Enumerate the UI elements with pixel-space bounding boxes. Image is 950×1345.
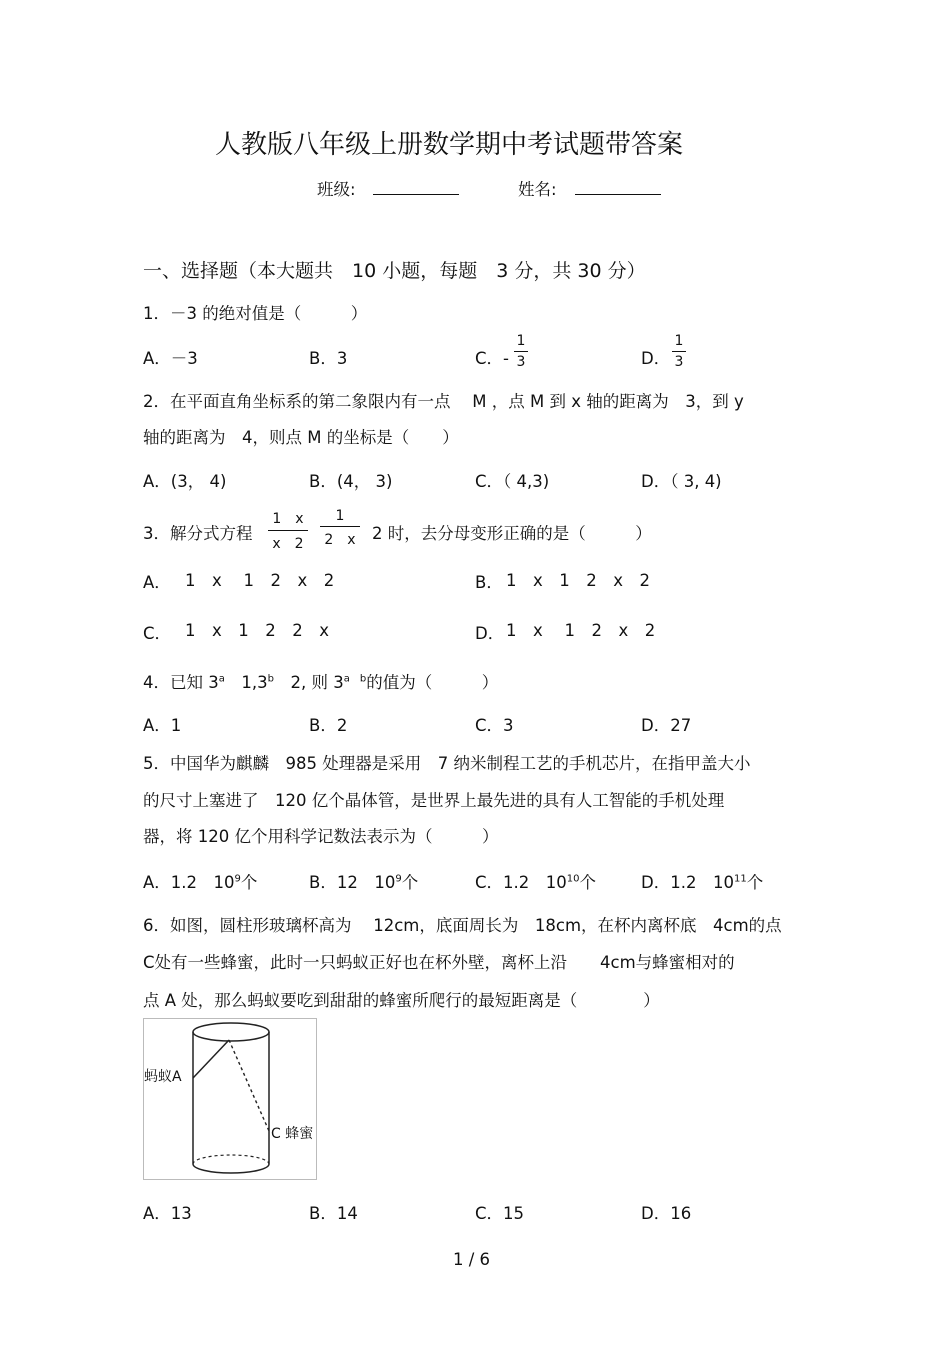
name-label: 姓名:	[518, 180, 557, 199]
q4-stem-b: 1,3	[224, 673, 268, 692]
q3-option-c: 1 x 1 2 2 x	[185, 621, 330, 640]
q3-option-a: 1 x 1 2 x 2	[185, 571, 335, 590]
name-blank[interactable]	[575, 176, 661, 195]
q4-stem-a: 4．已知 3	[143, 673, 219, 692]
q1-d-numerator: 1	[674, 333, 684, 349]
q6-option-b: B．14	[309, 1204, 358, 1223]
q5-d-exp: 11	[733, 873, 747, 885]
cylinder-figure	[143, 1018, 318, 1181]
q3-option-b-label: B．	[475, 573, 503, 592]
q6-option-c: C．15	[475, 1204, 525, 1223]
q2-option-d: D．（ 3, 4)	[641, 472, 722, 491]
q5-a-base: A．1.2 10	[143, 873, 235, 892]
q4-option-c: C．3	[475, 716, 514, 735]
q5-d-base: D．1.2 10	[641, 873, 734, 892]
q2-line-2: 轴的距离为 4，则点 M 的坐标是（ ）	[143, 428, 459, 447]
q3-f2-denominator: 2 x	[324, 532, 356, 548]
q1-option-c: C．-	[475, 349, 509, 368]
q1-option-d-fraction	[672, 333, 686, 370]
q4-stem	[143, 669, 498, 693]
q3-option-b: 1 x 1 2 x 2	[506, 571, 651, 590]
q5-c-base: C．1.2 10	[475, 873, 567, 892]
q5-line-1: 5．中国华为麒麟 985 处理器是采用 7 纳米制程工艺的手机芯片，在指甲盖大小	[143, 754, 751, 773]
q1-option-c-fraction	[514, 333, 528, 370]
q5-c-unit: 个	[579, 873, 596, 892]
page-title: 人教版八年级上册数学期中考试题带答案	[215, 130, 684, 160]
q3-option-d-label: D．	[475, 624, 505, 643]
cylinder-diagram	[143, 1018, 318, 1181]
q1-option-a: A．－3	[143, 349, 198, 368]
q3-option-d: 1 x 1 2 x 2	[506, 621, 656, 640]
class-label: 班级:	[317, 180, 356, 199]
q5-option-d	[641, 869, 763, 893]
class-blank[interactable]	[373, 176, 459, 195]
section-heading: 一、选择题（本大题共 10 小题，每题 3 分，共 30 分）	[143, 260, 646, 282]
q6-line-3: 点 A 处，那么蚂蚁要吃到甜甜的蜂蜜所爬行的最短距离是（ ）	[143, 991, 660, 1010]
q2-option-b: B．(4， 3)	[309, 472, 393, 491]
q5-b-base: B．12 10	[309, 873, 396, 892]
q5-option-b	[309, 869, 418, 893]
figure-ant-label: 蚂蚁A	[144, 1069, 182, 1085]
q3-f1-numerator: 1 x	[272, 511, 304, 527]
q3-fraction-1	[268, 508, 308, 553]
q1-c-numerator: 1	[516, 333, 526, 349]
q6-line-2: C处有一些蜂蜜，此时一只蚂蚁正好也在杯外壁，离杯上沿 4cm与蜂蜜相对的	[143, 953, 735, 972]
q4-sup-b: b	[267, 673, 274, 685]
q3-option-c-label: C．	[143, 624, 172, 643]
q4-sup-c: a b	[343, 673, 367, 685]
q4-stem-c: 2, 则 3	[274, 673, 344, 692]
q6-line-1: 6．如图，圆柱形玻璃杯高为 12cm，底面周长为 18cm，在杯内离杯底 4cm的点	[143, 916, 782, 935]
q1-option-b: B．3	[309, 349, 348, 368]
q5-line-3: 器，将 120 亿个用科学记数法表示为（ ）	[143, 827, 499, 846]
q5-a-unit: 个	[240, 873, 258, 892]
q1-stem: 1．－3 的绝对值是（ ）	[143, 304, 368, 323]
q5-option-a	[143, 869, 257, 893]
q5-d-unit: 个	[746, 873, 764, 892]
q1-option-d: D．	[641, 349, 671, 368]
q2-line-1: 2．在平面直角坐标系的第二象限内有一点 M ，点 M 到 x 轴的距离为 3，到 y	[143, 392, 744, 411]
q2-option-a: A．(3， 4)	[143, 472, 227, 491]
figure-honey-label: C 蜂蜜	[271, 1126, 314, 1142]
q4-option-a: A．1	[143, 716, 182, 735]
page-number: 1 / 6	[453, 1250, 491, 1269]
q3-option-a-label: A．	[143, 573, 171, 592]
q5-line-2: 的尺寸上塞进了 120 亿个晶体管，是世界上最先进的具有人工智能的手机处理	[143, 791, 725, 810]
q5-c-exp: 10	[566, 873, 580, 885]
q4-option-d: D．27	[641, 716, 692, 735]
q4-sup-a: a	[218, 673, 225, 685]
q5-b-unit: 个	[401, 873, 419, 892]
q3-stem-post: 2 时，去分母变形正确的是（ ）	[372, 524, 652, 543]
q6-option-a: A．13	[143, 1204, 192, 1223]
q3-fraction-2	[320, 508, 360, 549]
q5-option-c	[475, 869, 596, 893]
q3-f2-numerator: 1	[335, 508, 345, 524]
q4-option-b: B．2	[309, 716, 348, 735]
q6-option-d: D．16	[641, 1204, 692, 1223]
q1-d-denominator: 3	[674, 354, 684, 370]
q4-stem-d: 的值为（ ）	[366, 673, 499, 692]
q3-f1-denominator: x 2	[272, 536, 304, 552]
q5-b-exp: 9	[395, 873, 402, 885]
q2-option-c: C．（ 4,3)	[475, 472, 550, 491]
q3-stem-pre: 3．解分式方程	[143, 524, 253, 543]
q5-a-exp: 9	[234, 873, 241, 885]
q1-c-denominator: 3	[516, 354, 526, 370]
